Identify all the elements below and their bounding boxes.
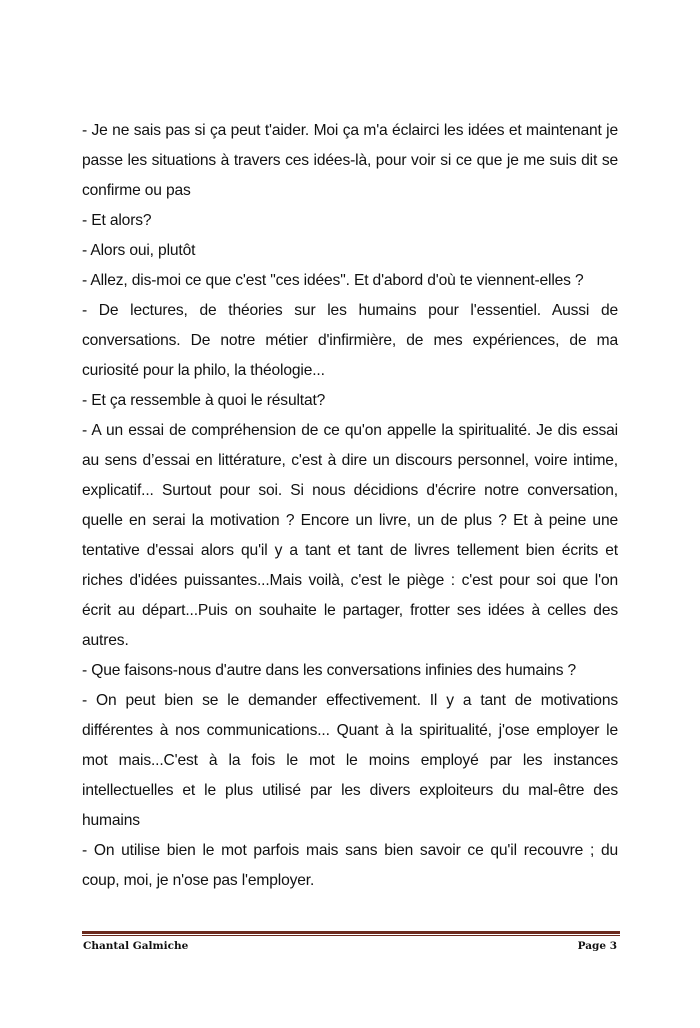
footer-divider-thin bbox=[82, 935, 620, 936]
footer-divider bbox=[82, 931, 620, 934]
paragraph: - Et ça ressemble à quoi le résultat? bbox=[82, 392, 326, 409]
paragraph: - Je ne sais pas si ça peut t'aider. Moi ça m'a éclairci les idées et maintenant je passe les situations à travers ces idées-là, pour voir si ce que je me suis dit se confirme ou pas bbox=[82, 122, 618, 199]
document-body bbox=[82, 116, 618, 896]
footer-author: Chantal Galmiche bbox=[83, 940, 189, 952]
paragraph: - On utilise bien le mot parfois mais sans bien savoir ce qu'il recouvre ; du coup, moi, je n'ose pas l'employer. bbox=[82, 842, 618, 889]
paragraph: - On peut bien se le demander effectivement. Il y a tant de motivations différentes à nos communications... Quant à la spiritualité, j'ose employer le mot mais...C'est à la fois le mot le moins employé par les instances intellectuelles et le plus utilisé par les divers exploiteurs du mal-être des humains bbox=[82, 692, 618, 829]
paragraph: - De lectures, de théories sur les humains pour l'essentiel. Aussi de conversations. De notre métier d'infirmière, de mes expériences, de ma curiosité pour la philo, la théologie... bbox=[82, 302, 618, 379]
paragraph: - Que faisons-nous d'autre dans les conversations infinies des humains ? bbox=[82, 662, 577, 679]
paragraph: - Et alors? bbox=[82, 212, 152, 229]
footer-page-number: Page 3 bbox=[577, 940, 617, 952]
paragraph: - A un essai de compréhension de ce qu'on appelle la spiritualité. Je dis essai au sens d’essai en littérature, c'est à dire un discours personnel, voire intime, explicatif... Surtout pour soi. Si nous décidions d'écrire notre conversation, quelle en serai la motivation ? Encore un livre, un de plus ? Et à peine une tentative d'essai alors qu'il y a tant et tant de livres tellement bien écrits et riches d'idées puissantes...Mais voilà, c'est le piège : c'est pour soi que l'on écrit au départ...Puis on souhaite le partager, frotter ses idées à celles des autres. bbox=[82, 422, 618, 649]
paragraph: - Alors oui, plutôt bbox=[82, 242, 196, 259]
paragraph: - Allez, dis-moi ce que c'est "ces idées". Et d'abord d'où te viennent-elles ? bbox=[82, 272, 584, 289]
